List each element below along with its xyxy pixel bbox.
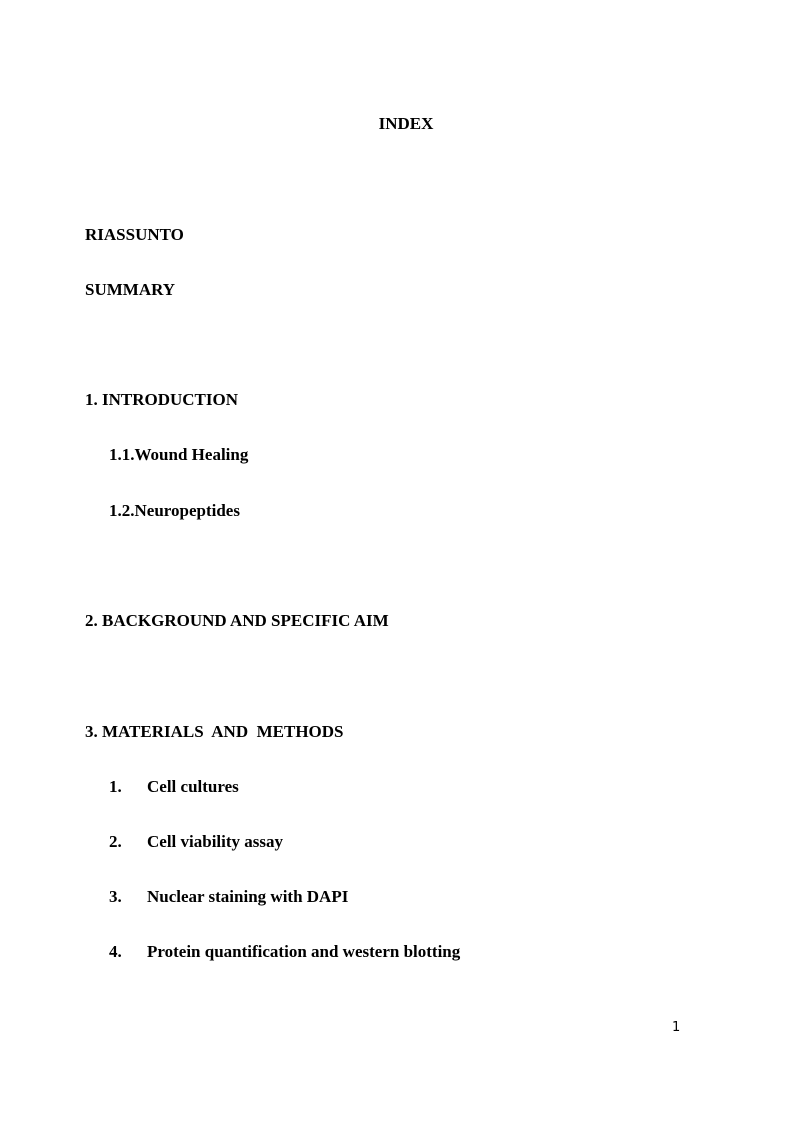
toc-entry-summary: SUMMARY [85,280,176,299]
toc-item-nuclear-staining: Nuclear staining with DAPI [147,887,349,906]
toc-section-introduction: 1. INTRODUCTION [85,390,239,409]
toc-section-materials-methods: 3. MATERIALS AND METHODS [85,722,344,741]
toc-item-number: 2. [109,832,122,851]
toc-item-number: 4. [109,942,122,961]
toc-item-cell-viability-assay: Cell viability assay [147,832,284,851]
toc-entry-riassunto: RIASSUNTO [85,225,184,244]
toc-section-background: 2. BACKGROUND AND SPECIFIC AIM [85,611,389,630]
page-title: INDEX [378,114,434,133]
toc-item-number: 1. [109,777,122,796]
toc-item-cell-cultures: Cell cultures [147,777,239,796]
page-number: 1 [672,1020,681,1035]
toc-subsection-wound-healing: 1.1.Wound Healing [109,445,249,464]
toc-item-number: 3. [109,887,122,906]
toc-item-protein-quantification: Protein quantification and western blotting [147,942,461,961]
toc-subsection-neuropeptides: 1.2.Neuropeptides [109,501,240,520]
